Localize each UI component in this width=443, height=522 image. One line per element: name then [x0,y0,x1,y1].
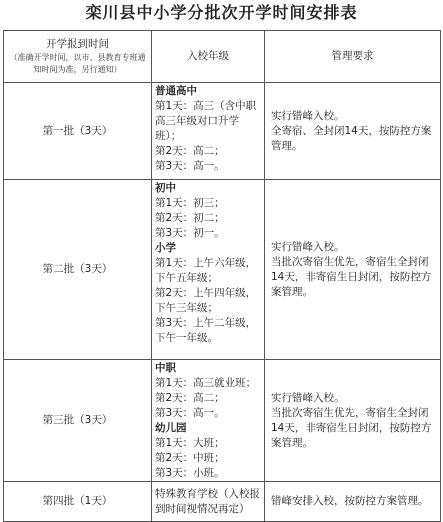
table-row [4,180,441,360]
management-line: 当批次寄宿生优先，寄宿生全封闭14天，非寄宿生日封闭，按防控方案管理。 [271,406,432,449]
management-cell [265,482,441,522]
grade-line: 第2天：上午四年级，下午三年级； [155,287,257,314]
grade-cell [152,83,265,180]
batch-cell: 第一批（3天） [4,83,152,180]
table-header-row [4,31,441,83]
grade-line: 第3天：高一。 [155,407,225,419]
header-time-note: （准确开学时间，以市、县教育专班通知时间为准，另行通知） [9,53,146,74]
header-management: 管理要求 [265,31,441,83]
grade-line: 第3天：上午二年级，下午一年级。 [155,317,257,344]
grade-cell [152,360,265,482]
grade-line: 第1天：高三（含中职高三年级对口升学班）； [155,100,257,142]
management-line: 实行错峰入校。 [271,391,345,404]
management-line: 错峰安排入校，按防控方案管理。 [271,495,429,507]
grade-section-title: 幼儿园 [155,422,187,434]
batch-cell: 第三批（3天） [4,360,152,482]
grade-section-title: 普通高中 [155,85,197,97]
table-row [4,83,441,180]
grade-line: 第2天：初二； [155,212,225,224]
grade-line: 特殊教育学校（入校报到时间视情况再定） [155,488,260,515]
grade-line: 第1天：大班； [155,437,225,449]
management-cell [265,180,441,360]
grade-section-title: 中职 [155,362,176,374]
batch-cell: 第四批（1天） [4,482,152,522]
management-line: 当批次寄宿生优先，寄宿生全封闭14天，非寄宿生日封闭，按防控方案管理。 [271,255,432,298]
grade-line: 第2天：高二； [155,145,225,157]
grade-section-title: 初中 [155,182,176,194]
batch-cell: 第二批（3天） [4,180,152,360]
grade-line: 第3天：高一。 [155,160,225,172]
header-time-title: 开学报到时间 [46,38,109,50]
table-row [4,482,441,522]
grade-cell [152,180,265,360]
management-line: 实行错峰入校。 [271,109,345,122]
management-line: 实行错峰入校。 [271,240,345,253]
schedule-table [3,30,441,522]
management-line: 全寄宿、全封闭14天，按防控方案管理。 [271,124,432,152]
management-cell [265,360,441,482]
grade-line: 第1天：高三就业班； [155,377,257,389]
grade-line: 第3天：初一。 [155,227,225,239]
grade-line: 第3天：小班。 [155,467,225,479]
grade-section-title: 小学 [155,242,176,254]
header-grade: 入校年级 [152,31,265,83]
page-title: 栾川县中小学分批次开学时间安排表 [85,3,358,22]
grade-cell [152,482,265,522]
header-time [4,31,152,83]
management-cell [265,83,441,180]
grade-line: 第1天：初三； [155,197,225,209]
grade-line: 第2天：高二； [155,392,225,404]
grade-line: 第2天：中班； [155,452,225,464]
grade-line: 第1天：上午六年级，下午五年级； [155,257,257,284]
table-row [4,360,441,482]
